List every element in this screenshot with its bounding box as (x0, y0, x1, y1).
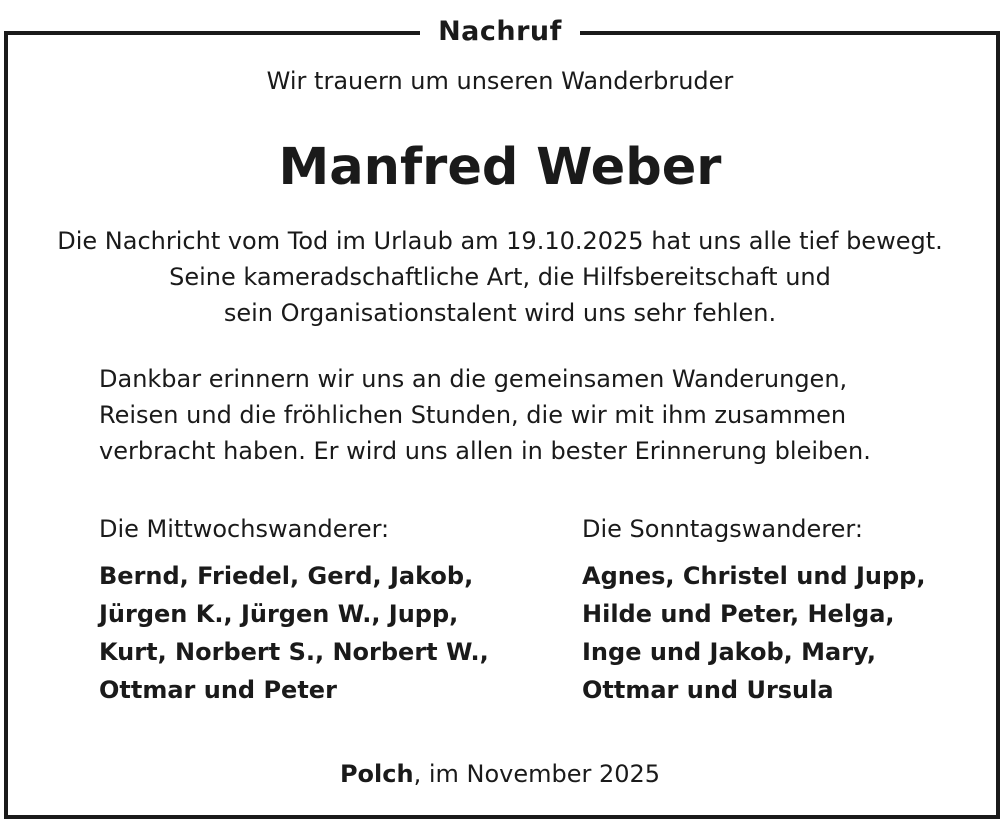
heading-text: Nachruf (420, 14, 580, 50)
group-names (99, 557, 489, 709)
tribute-line: Seine kameradschaftliche Art, die Hilfsbereitschaft und (169, 263, 831, 291)
names-line: Jürgen K., Jürgen W., Jupp, (99, 600, 459, 628)
group-mittwochswanderer (99, 511, 489, 709)
tribute-line: sein Organisationstalent wird uns sehr fehlen. (223, 299, 777, 327)
names-line: Ottmar und Ursula (582, 676, 834, 704)
names-line: Bernd, Friedel, Gerd, Jakob, (99, 562, 474, 590)
memory-paragraph (99, 361, 871, 469)
memory-line: Dankbar erinnern wir uns an die gemeinsamen Wanderungen, (99, 365, 848, 393)
deceased-name: Manfred Weber (278, 138, 722, 197)
group-label: Die Mittwochswanderer: (99, 515, 390, 543)
place-and-date (0, 756, 1000, 792)
names-line: Hilde und Peter, Helga, (582, 600, 895, 628)
place: Polch (339, 760, 414, 788)
date: , im November 2025 (413, 760, 661, 788)
memory-line: Reisen und die fröhlichen Stunden, die wir mit ihm zusammen (99, 401, 847, 429)
names-line: Inge und Jakob, Mary, (582, 638, 876, 666)
tribute-line: Die Nachricht vom Tod im Urlaub am 19.10.2025 hat uns alle tief bewegt. (57, 227, 943, 255)
group-names (582, 557, 925, 709)
group-label: Die Sonntagswanderer: (582, 515, 863, 543)
memory-line: verbracht haben. Er wird uns allen in bester Erinnerung bleiben. (99, 437, 871, 465)
tribute-paragraph (0, 223, 1000, 331)
subtitle: Wir trauern um unseren Wanderbruder (266, 67, 734, 95)
group-sonntagswanderer (582, 511, 925, 709)
names-line: Ottmar und Peter (99, 676, 337, 704)
names-line: Kurt, Norbert S., Norbert W., (99, 638, 489, 666)
names-line: Agnes, Christel und Jupp, (582, 562, 926, 590)
